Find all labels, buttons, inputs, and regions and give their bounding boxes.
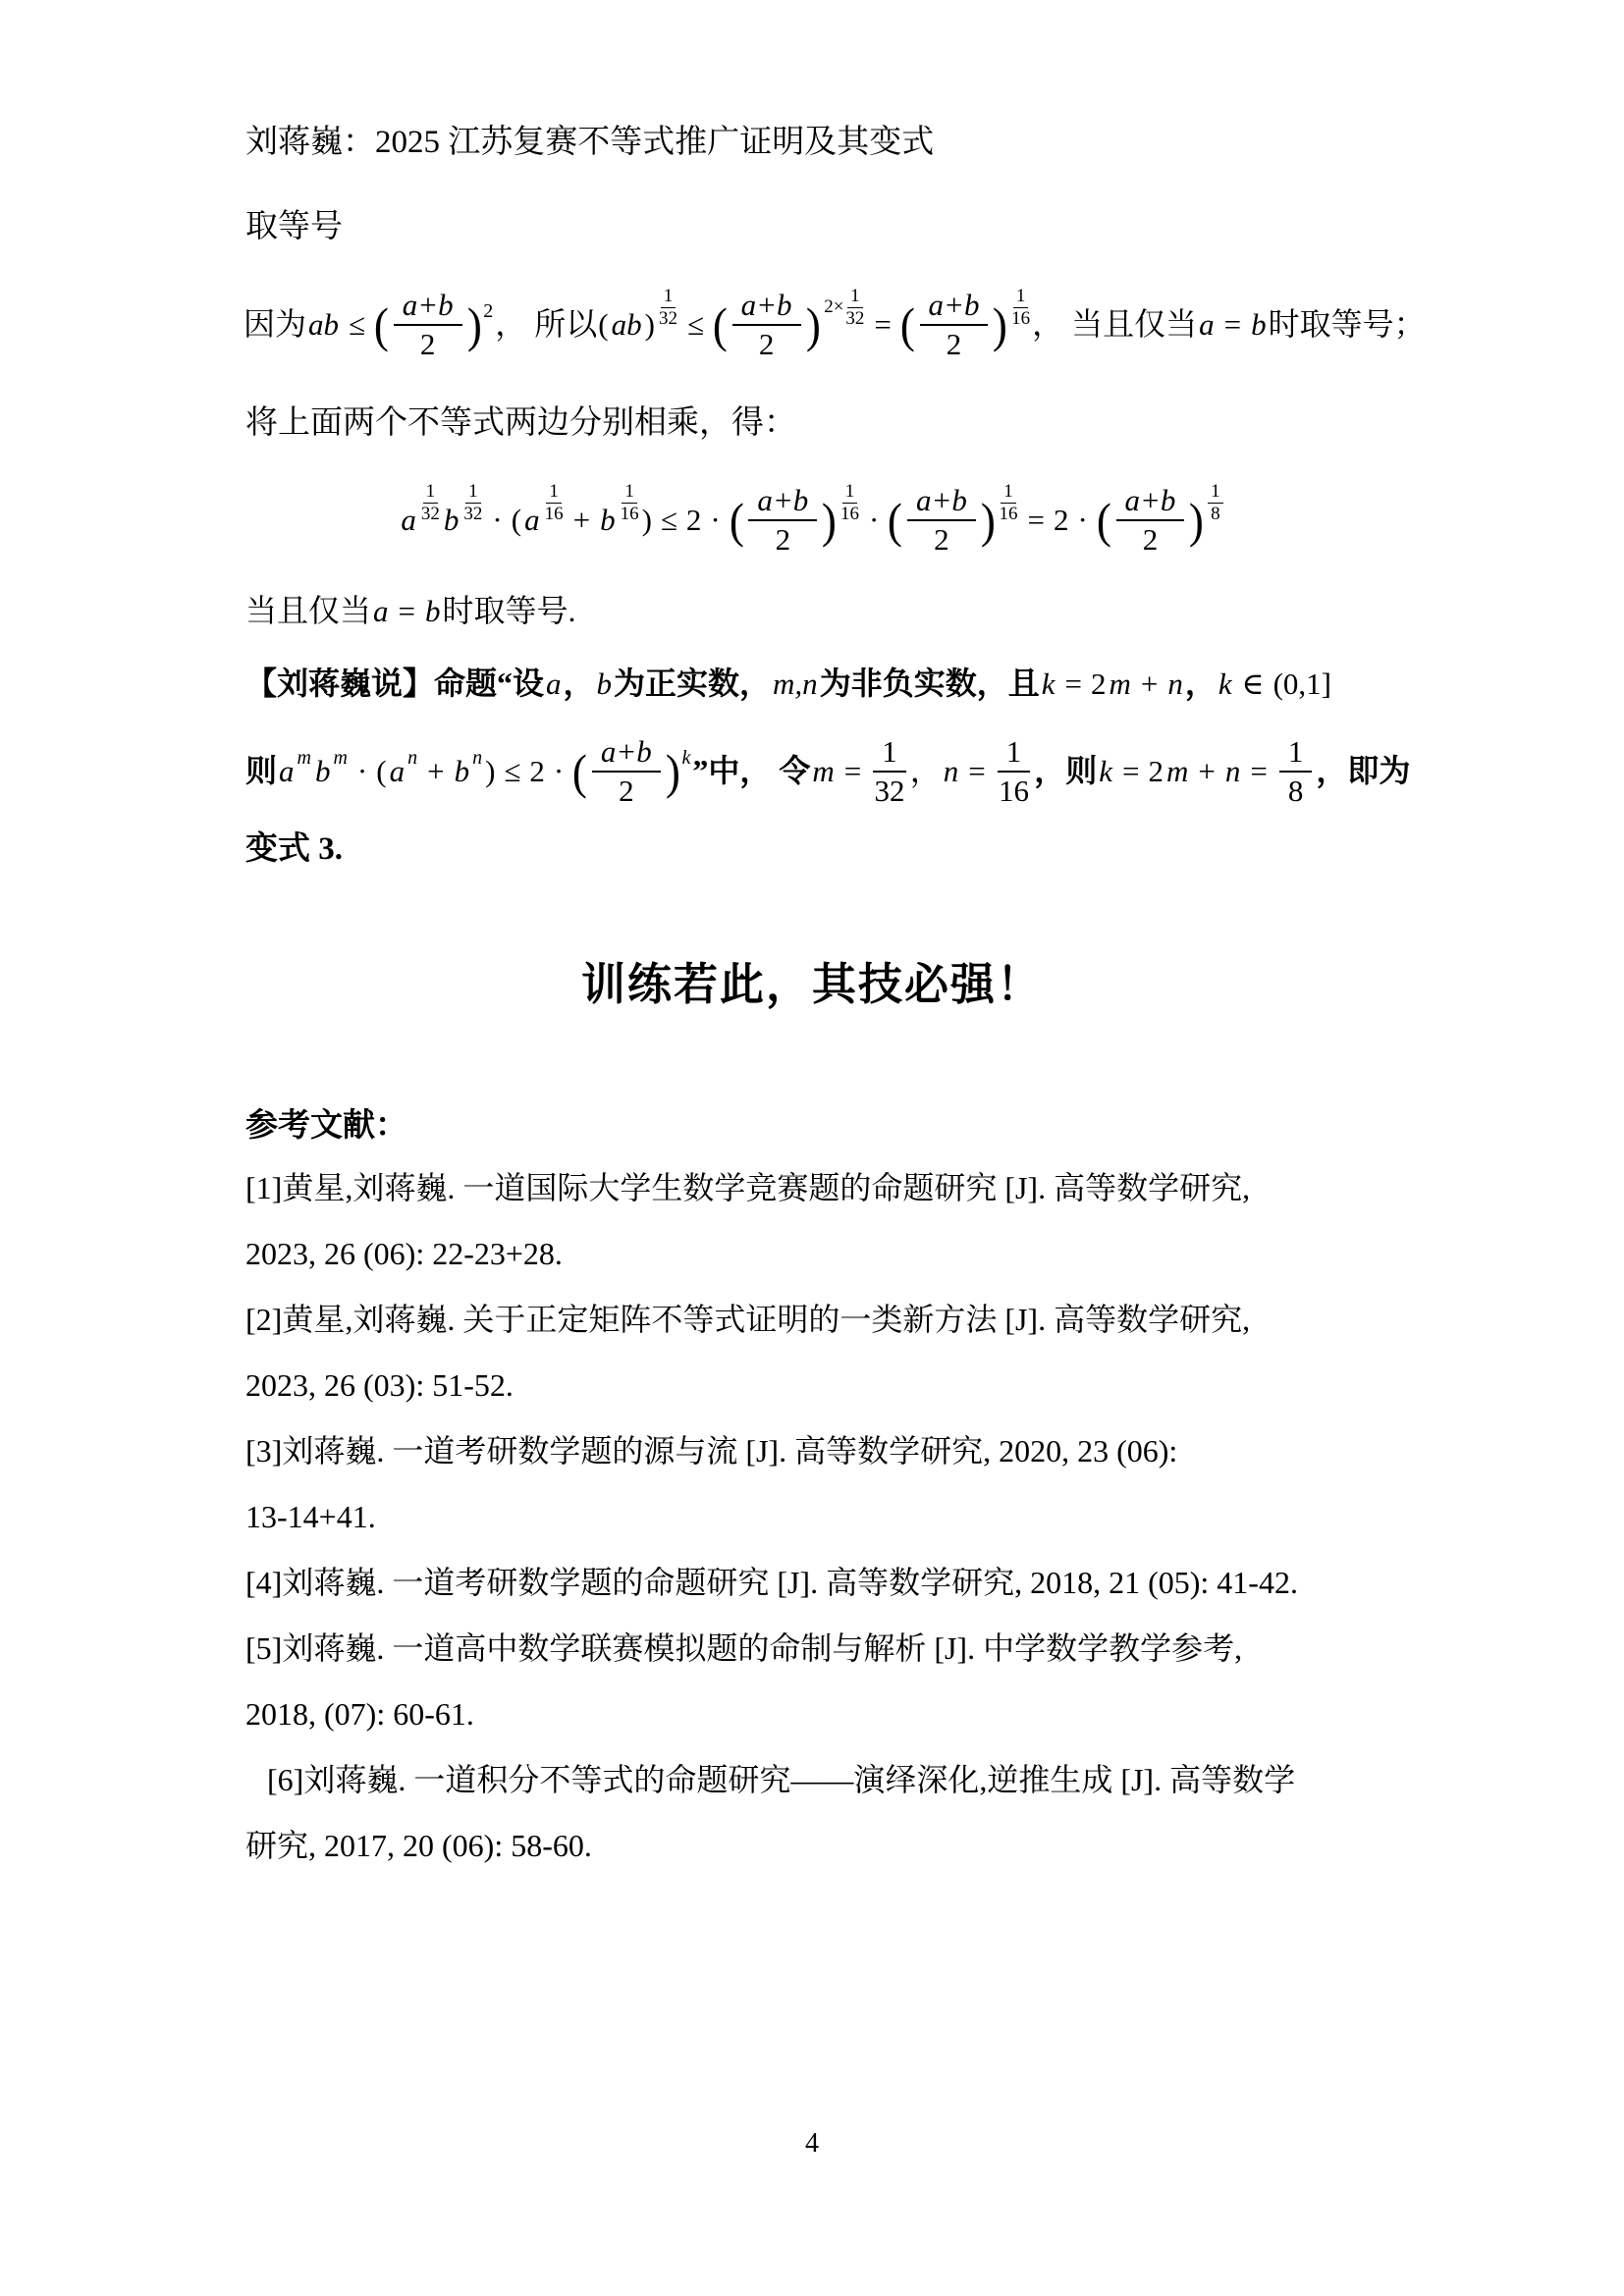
math-token-op: = — [1223, 306, 1242, 342]
math-token-var: b — [596, 666, 613, 701]
math-token-supfrac: 1 16 — [544, 480, 564, 524]
math-token-supfrac: 1 16 — [999, 480, 1018, 524]
math-token-sup: 2 — [483, 300, 494, 322]
math-token-frac: $\frac{a+b}{2}$ — [920, 288, 989, 361]
math-token-var: a — [546, 666, 562, 701]
reference-line: 2023, 26 (06): 22-23+28. — [245, 1236, 563, 1271]
math-token-txt: ， 当且仅当 — [1032, 306, 1198, 343]
math-token-txt: 当且仅当 — [245, 593, 372, 629]
line-equal-sign: 取等号 — [245, 209, 343, 244]
math-token-sup: n — [407, 747, 418, 769]
math-token-sup: m — [333, 747, 348, 769]
running-header: 刘蒋巍：2025 江苏复赛不等式推广证明及其变式 — [245, 125, 935, 160]
math-token-op: = — [843, 753, 862, 788]
math-token-op: ≤ — [349, 306, 366, 342]
math-token-var: m,n — [773, 666, 818, 701]
math-token-frac: $\frac{1}{16}$ — [999, 734, 1029, 808]
math-token-txt: 为非负实数，且 — [819, 666, 1040, 702]
math-token-num: 2 — [529, 753, 545, 788]
math-token-op: = — [1250, 753, 1268, 788]
reference-line: [6]刘蒋巍. 一道积分不等式的命题研究——演绎深化,逆推生成 [J]. 高等数学 — [267, 1762, 1296, 1797]
math-token-frac: $\frac{1}{8}$ — [1279, 734, 1313, 808]
math-token-sup: m — [297, 747, 311, 769]
commentary-line-1 — [245, 656, 1332, 713]
line-multiply: 将上面两个不等式两边分别相乘，得： — [245, 405, 796, 441]
math-token-var: n — [943, 753, 959, 788]
math-token-num: ( — [511, 502, 522, 537]
math-token-num: ( — [376, 753, 387, 788]
math-token-txt: 则 — [245, 753, 278, 789]
math-token-op: ≤ — [504, 753, 521, 788]
math-token-var: b — [425, 593, 441, 628]
reference-line: [1]黄星,刘蒋巍. 一道国际大学生数学竞赛题的命题研究 [J]. 高等数学研究, — [245, 1170, 1251, 1205]
math-token-supfrac: 1 32 — [463, 480, 483, 524]
math-token-num: 2 — [1054, 502, 1069, 537]
math-token-var: ab — [308, 306, 340, 342]
math-token-var: b — [454, 753, 470, 788]
formula-display: a 1 32 b 1 32 · ( a 1 16 + b 1 16 ) ≤ 2 · ( $\frac{a+b}{2}$ ) 1 16 · ( $\frac{a+b}{2}$ ) 1 16 = 2 · ( $\frac{a+b}{2}$ ) 1 8 — [0, 465, 1624, 575]
reference-line: [4]刘蒋巍. 一道考研数学题的命题研究 [J]. 高等数学研究, 2018, 21 (05): 41-42. — [245, 1565, 1298, 1600]
references-heading: 参考文献： — [245, 1108, 407, 1144]
math-token-sup: k — [681, 747, 691, 769]
math-token-frac: $\frac{a+b}{2}$ — [394, 288, 462, 361]
math-token-var: a — [1199, 306, 1215, 342]
math-token-var: ab — [611, 306, 642, 342]
math-token-var: a — [373, 593, 389, 628]
math-token-frac: $\frac{1}{32}$ — [874, 734, 905, 808]
math-token-var: a — [524, 502, 540, 537]
page-number: 4 — [805, 2128, 819, 2159]
math-token-txt: 因为 — [244, 306, 307, 343]
formula-inline-1: 因为 ab ≤ ( $\frac{a+b}{2}$ ) 2 ， 所以 ( ab ) 1 32 ≤ ( $\frac{a+b}{2}$ ) 2× $\frac{1}{32}$ = ( $\frac{a+b}{2}$ ) 1 16 ， 当且仅当 a = b 时取等号； — [244, 285, 1426, 361]
math-token-txt: ，即为 — [1316, 753, 1411, 789]
math-token-op: = — [968, 753, 986, 788]
math-token-op: + — [1198, 753, 1216, 788]
math-token-num: ) — [641, 502, 652, 537]
math-token-op: + — [572, 502, 591, 537]
math-token-var: n — [1167, 666, 1183, 701]
math-token-supfrac: 1 32 — [420, 480, 440, 524]
math-token-sup: n — [472, 747, 483, 769]
math-token-op: · — [492, 502, 503, 537]
math-token-var: b — [600, 502, 616, 537]
math-token-frac: $\frac{a+b}{2}$ — [732, 288, 801, 361]
math-token-txt: ， — [1184, 666, 1217, 702]
math-token-op: · — [356, 753, 368, 788]
math-token-var: a — [389, 753, 406, 788]
reference-line: [5]刘蒋巍. 一道高中数学联赛模拟题的命制与解析 [J]. 中学数学教学参考, — [245, 1630, 1243, 1666]
math-token-num: 2 — [685, 502, 702, 537]
math-token-op: = — [1027, 502, 1046, 537]
math-token-op: = — [1064, 666, 1082, 701]
math-token-op: ∈ — [1241, 666, 1265, 701]
math-token-supfrac: 1 16 — [839, 480, 859, 524]
reference-line: [3]刘蒋巍. 一道考研数学题的源与流 [J]. 高等数学研究, 2020, 23 (06): — [245, 1433, 1178, 1468]
reference-line: 2023, 26 (03): 51-52. — [245, 1367, 514, 1403]
line-iff-equal — [245, 587, 576, 636]
math-token-var: a — [401, 502, 416, 537]
reference-line: 2018, (07): 60-61. — [245, 1696, 474, 1732]
reference-line: 研究, 2017, 20 (06): 58-60. — [245, 1828, 592, 1863]
math-token-var: b — [443, 502, 460, 537]
math-token-frac: $\frac{a+b}{2}$ — [592, 734, 661, 808]
math-token-num: (0,1] — [1272, 666, 1331, 701]
math-token-txt: ， 所以 — [495, 306, 598, 343]
math-token-var: m — [1109, 666, 1131, 701]
math-token-num: 2 — [1148, 753, 1164, 788]
math-token-supfrac: 1 32 — [658, 285, 677, 329]
reference-line: [2]黄星,刘蒋巍. 关于正定矩阵不等式证明的一类新方法 [J]. 高等数学研究, — [245, 1302, 1251, 1337]
math-token-var: b — [1251, 306, 1267, 342]
math-token-op: ≤ — [660, 502, 677, 537]
math-token-num: ) — [485, 753, 496, 788]
math-token-supfrac: 2× $\frac{1}{32}$ — [824, 285, 865, 329]
math-token-op: = — [874, 306, 892, 342]
slogan-title: 训练若此，其技必强！ — [580, 960, 1043, 1009]
math-token-var: a — [279, 753, 295, 788]
math-token-txt: 时取等号. — [442, 593, 576, 629]
math-token-op: = — [1122, 753, 1140, 788]
line-variant-3: 变式 3. — [245, 831, 343, 867]
math-token-supfrac: 1 16 — [1011, 285, 1031, 329]
math-token-num: ( — [598, 306, 609, 342]
math-token-op: = — [398, 593, 415, 628]
math-token-op: · — [868, 502, 880, 537]
math-token-txt: ， — [909, 753, 942, 789]
math-token-var: k — [1099, 753, 1113, 788]
math-token-num: ) — [644, 306, 655, 342]
math-token-op: · — [1077, 502, 1088, 537]
math-token-var: k — [1218, 666, 1232, 701]
math-token-frac: $\frac{a+b}{2}$ — [1116, 483, 1185, 557]
math-token-txt: 【刘蒋巍说】命题“设 — [245, 666, 545, 702]
math-token-txt: 时取等号； — [1268, 306, 1426, 343]
math-token-var: m — [1166, 753, 1189, 788]
math-token-supfrac: 1 16 — [620, 480, 639, 524]
math-token-op: + — [427, 753, 445, 788]
math-token-op: · — [710, 502, 721, 537]
math-token-txt: ”中， 令 — [692, 753, 811, 789]
math-token-num: 2 — [1090, 666, 1107, 701]
commentary-line-2: 则 a m b m · ( a n + b n ) ≤ 2 · ( $\frac{a+b}{2}$ ) k ”中， 令 m = $\frac{1}{32}$ ， n = $\frac{1}{16}$ ，则 k = 2 m + n = $\frac{1}{8}$ ，即为 — [245, 734, 1411, 808]
math-token-var: m — [812, 753, 835, 788]
reference-line: 13-14+41. — [245, 1499, 376, 1534]
math-token-txt: 为正实数， — [614, 666, 772, 702]
math-token-txt: ， — [563, 666, 595, 702]
math-token-op: · — [553, 753, 565, 788]
math-token-txt: ，则 — [1034, 753, 1098, 789]
math-token-var: n — [1224, 753, 1241, 788]
math-token-var: b — [314, 753, 331, 788]
math-token-supfrac: 1 8 — [1208, 482, 1223, 524]
math-token-frac: $\frac{a+b}{2}$ — [907, 483, 976, 557]
math-token-var: k — [1041, 666, 1056, 701]
math-token-op: ≤ — [686, 306, 704, 342]
math-token-op: + — [1140, 666, 1159, 701]
math-token-frac: $\frac{a+b}{2}$ — [748, 483, 817, 557]
